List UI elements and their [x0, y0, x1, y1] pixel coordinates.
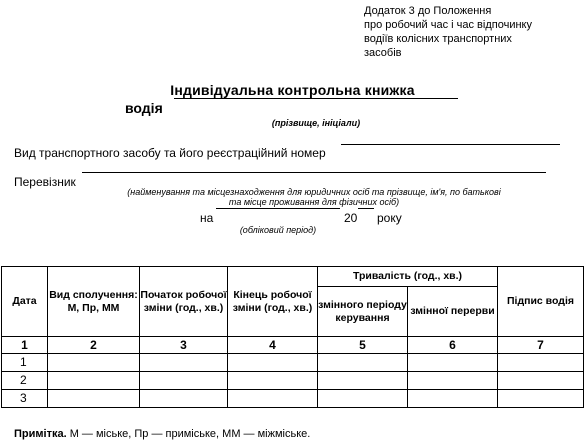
- table-row: [2, 390, 584, 408]
- row-number: 1: [2, 354, 48, 372]
- table-cell[interactable]: [408, 354, 498, 372]
- driver-name-field[interactable]: [174, 98, 458, 99]
- column-number: 7: [498, 337, 584, 354]
- annex-line: водіїв колісних транспортних: [364, 33, 512, 45]
- table-cell[interactable]: [140, 354, 228, 372]
- footnote-label: Примітка.: [14, 428, 67, 440]
- period-field[interactable]: [216, 208, 340, 209]
- period-year-prefix: 20: [344, 211, 358, 225]
- annex-line: про робочий час і час відпочинку: [364, 19, 532, 31]
- driver-hint: (прізвище, ініціали): [271, 118, 361, 128]
- table-cell[interactable]: [318, 390, 408, 408]
- table-cell[interactable]: [498, 372, 584, 390]
- header-route-type: Вид сполучення: М, Пр, ММ: [48, 267, 140, 337]
- table-cell[interactable]: [140, 390, 228, 408]
- header-shift-end: Кінець робочої зміни (год., хв.): [228, 267, 318, 337]
- carrier-hint-line2: та місце проживання для фізичних осіб): [228, 197, 400, 207]
- column-number: 6: [408, 337, 498, 354]
- annex-note: [364, 4, 532, 60]
- period-year-suffix: року: [377, 211, 402, 225]
- document-title: Індивідуальна контрольна книжка: [170, 82, 415, 98]
- row-number: 2: [2, 372, 48, 390]
- table-cell[interactable]: [48, 390, 140, 408]
- table-cell[interactable]: [48, 354, 140, 372]
- annex-line: засобів: [364, 47, 402, 59]
- table-cell[interactable]: [408, 372, 498, 390]
- carrier-label: Перевізник: [14, 175, 76, 189]
- annex-line: Додаток 3 до Положення: [364, 5, 492, 17]
- header-duration-group: Тривалість (год., хв.): [318, 267, 498, 287]
- header-break: змінної перерви: [408, 287, 498, 337]
- table-cell[interactable]: [228, 390, 318, 408]
- carrier-hint-line1: (найменування та місцезнаходження для юридичних осіб та прізвище, ім'я, по батькові: [127, 187, 501, 197]
- column-number: 4: [228, 337, 318, 354]
- table-cell[interactable]: [228, 372, 318, 390]
- header-shift-start: Початок робочої зміни (год., хв.): [140, 267, 228, 337]
- carrier-field[interactable]: [82, 172, 546, 173]
- column-number: 3: [140, 337, 228, 354]
- header-signature: Підпис водія: [498, 267, 584, 337]
- period-hint: (обліковий період): [239, 225, 317, 235]
- table-cell[interactable]: [498, 354, 584, 372]
- period-year-field[interactable]: [358, 208, 374, 209]
- column-number: 2: [48, 337, 140, 354]
- table-row: [2, 372, 584, 390]
- period-prefix: на: [200, 211, 214, 225]
- table-cell[interactable]: [228, 354, 318, 372]
- table-cell[interactable]: [408, 390, 498, 408]
- driver-label: водія: [125, 100, 163, 116]
- column-number: 5: [318, 337, 408, 354]
- table-cell[interactable]: [498, 390, 584, 408]
- vehicle-field[interactable]: [341, 144, 560, 145]
- vehicle-label: Вид транспортного засобу та його реєстраційний номер: [14, 146, 326, 160]
- footnote-text: М — міське, Пр — приміське, ММ — міжміське.: [66, 428, 311, 440]
- table-row: [2, 354, 584, 372]
- table-cell[interactable]: [318, 372, 408, 390]
- table-cell[interactable]: [318, 354, 408, 372]
- row-number: 3: [2, 390, 48, 408]
- column-number: 1: [2, 337, 48, 354]
- work-time-table: [1, 266, 584, 408]
- header-driving-period: змінного періоду керування: [318, 287, 408, 337]
- table-cell[interactable]: [140, 372, 228, 390]
- footnote: [14, 428, 310, 440]
- table-cell[interactable]: [48, 372, 140, 390]
- header-date: Дата: [2, 267, 48, 337]
